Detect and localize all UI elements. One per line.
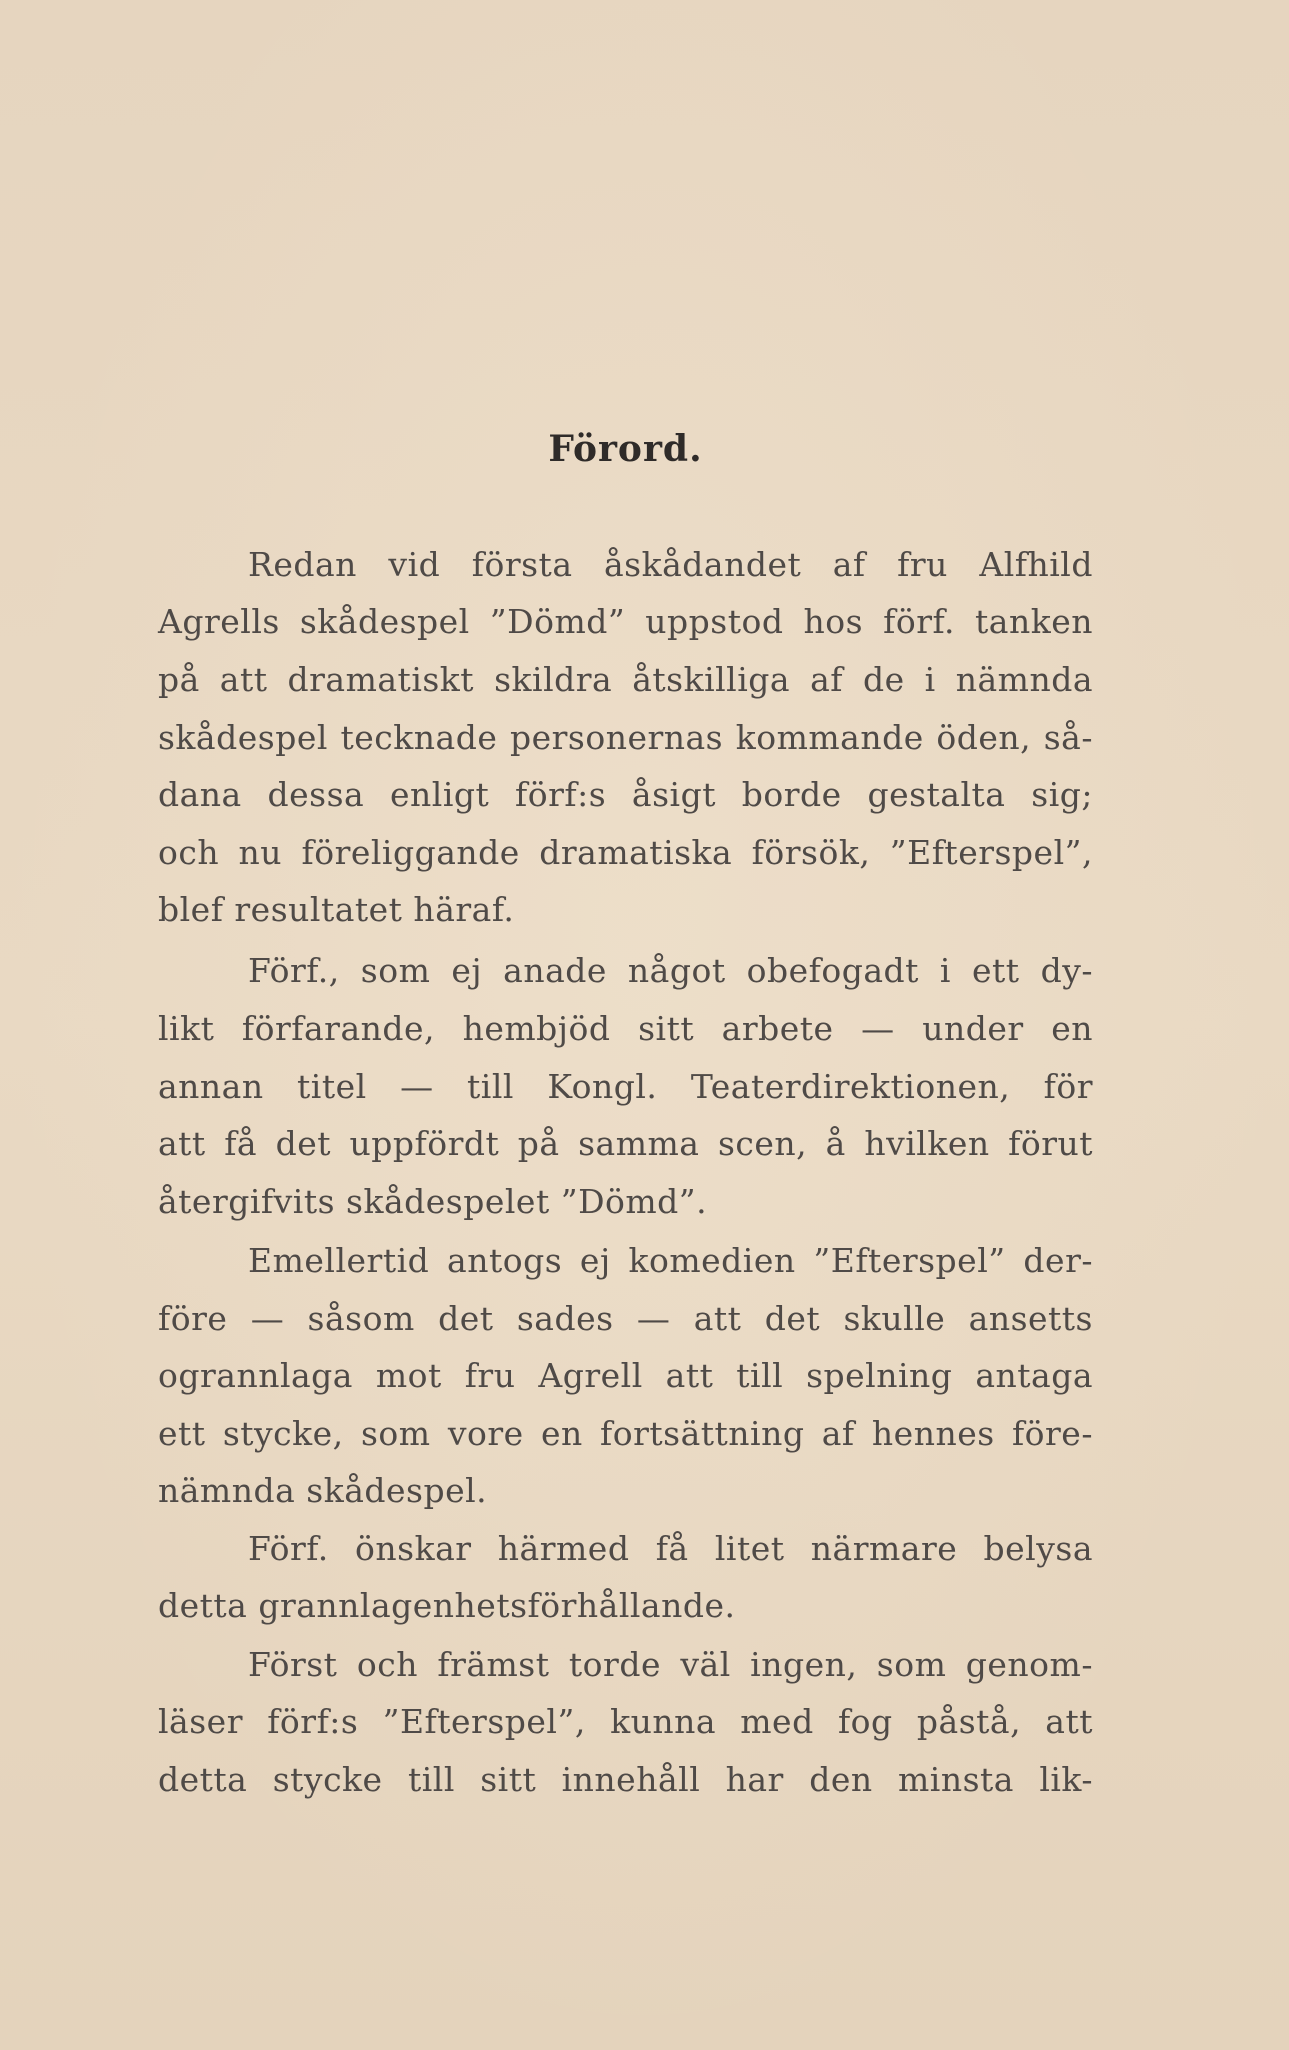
text-line: att få det uppfördt på samma scen, å hvilken förut xyxy=(158,1124,1093,1163)
text-line: Förf. önskar härmed få litet närmare belysa xyxy=(248,1529,1093,1568)
text-line: Redan vid första åskådandet af fru Alfhild xyxy=(248,545,1093,584)
page-title: Förord. xyxy=(548,428,703,470)
text-line: skådespel tecknade personernas kommande öden, så- xyxy=(158,718,1093,757)
text-line: Agrells skådespel ”Dömd” uppstod hos förf. tanken xyxy=(158,602,1093,641)
text-line: Emellertid antogs ej komedien ”Efterspel” der- xyxy=(248,1241,1093,1280)
text-line: på att dramatiskt skildra åtskilliga af de i nämnda xyxy=(158,660,1093,699)
text-line: läser förf:s ”Efterspel”, kunna med fog påstå, att xyxy=(158,1702,1093,1741)
text-line: återgifvits skådespelet ”Dömd”. xyxy=(158,1182,708,1221)
text-line: före — såsom det sades — att det skulle ansetts xyxy=(158,1299,1093,1338)
text-line: blef resultatet häraf. xyxy=(158,890,515,929)
text-line: och nu föreliggande dramatiska försök, ”Efterspel”, xyxy=(158,833,1093,872)
text-line: Först och främst torde väl ingen, som genom- xyxy=(248,1645,1093,1684)
text-line: annan titel — till Kongl. Teaterdirektionen, för xyxy=(158,1067,1093,1106)
text-line: likt förfarande, hembjöd sitt arbete — under en xyxy=(158,1009,1093,1048)
text-line: dana dessa enligt förf:s åsigt borde gestalta sig; xyxy=(158,775,1093,814)
text-line: Förf., som ej anade något obefogadt i ett dy- xyxy=(248,951,1093,990)
text-line: ett stycke, som vore en fortsättning af hennes före- xyxy=(158,1414,1093,1453)
text-line: detta grannlagenhetsförhållande. xyxy=(158,1586,736,1625)
text-line: nämnda skådespel. xyxy=(158,1471,488,1510)
text-line: detta stycke till sitt innehåll har den minsta lik- xyxy=(158,1760,1093,1799)
text-line: ogrannlaga mot fru Agrell att till spelning antaga xyxy=(158,1356,1093,1395)
